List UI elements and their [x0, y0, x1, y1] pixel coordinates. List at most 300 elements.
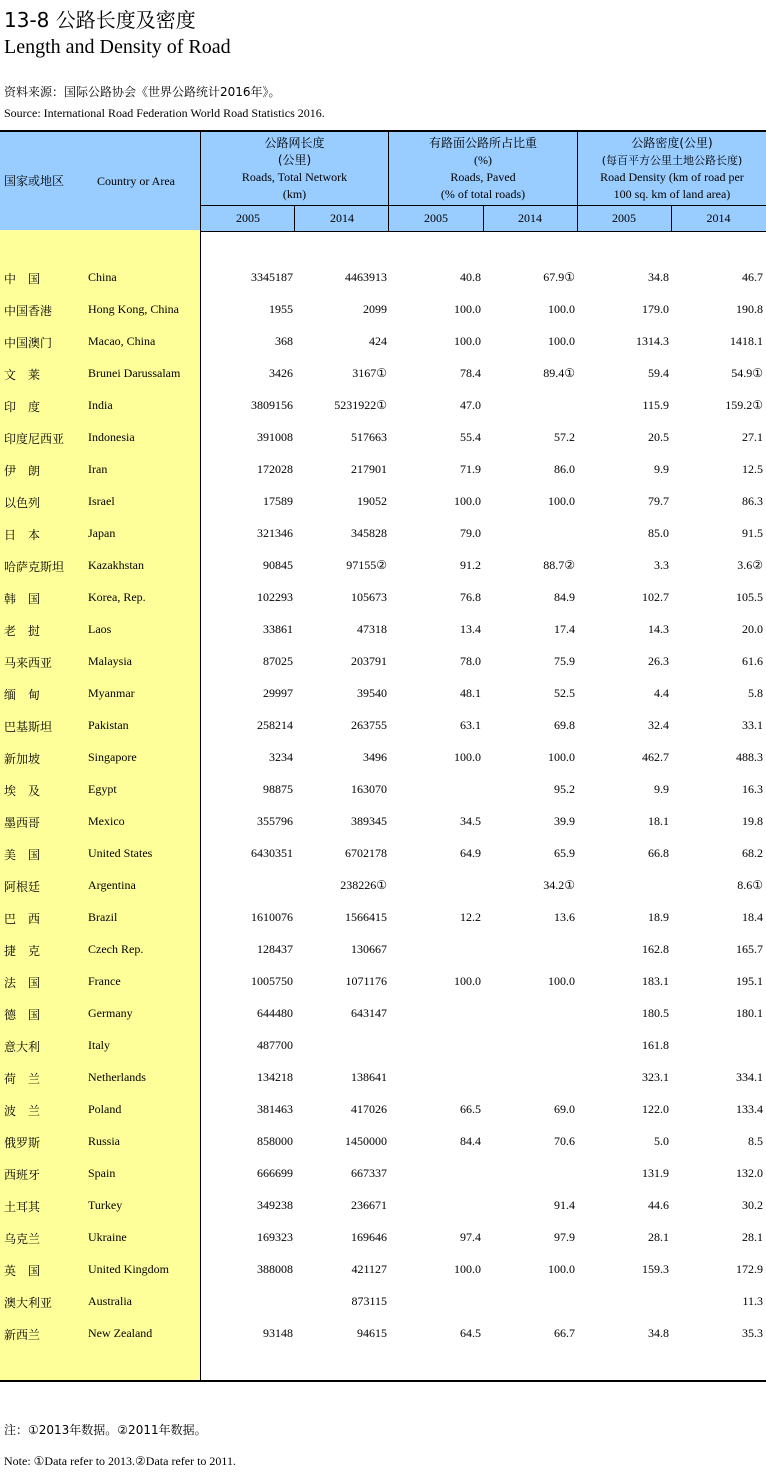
- value-cell: 91.5: [742, 526, 763, 540]
- table-row: [0, 334, 766, 354]
- value-cell: 34.5: [460, 814, 481, 828]
- year-2014-paved: 2014: [518, 211, 542, 225]
- value-cell: 183.1: [642, 974, 669, 988]
- value-cell: 75.9: [554, 654, 575, 668]
- value-cell: 217901: [351, 462, 387, 476]
- value-cell: 424: [369, 334, 387, 348]
- country-name-en: Iran: [88, 462, 108, 476]
- value-cell: 391008: [257, 430, 293, 444]
- value-cell: 190.8: [736, 302, 763, 316]
- value-cell: 138641: [351, 1070, 387, 1084]
- table-row: [0, 430, 766, 450]
- value-cell: 8.6①: [737, 878, 763, 892]
- value-cell: 69.0: [554, 1102, 575, 1116]
- value-cell: 59.4: [648, 366, 669, 380]
- value-cell: 66.8: [648, 846, 669, 860]
- country-name-en: New Zealand: [88, 1326, 153, 1340]
- country-name-en: Brunei Darussalam: [88, 366, 181, 380]
- value-cell: 180.1: [736, 1006, 763, 1020]
- table-row: [0, 1326, 766, 1346]
- country-name-cn: 中 国: [4, 272, 41, 286]
- value-cell: 46.7: [742, 270, 763, 284]
- country-name-en: India: [88, 398, 113, 412]
- value-cell: 97.4: [460, 1230, 481, 1244]
- value-cell: 17.4: [554, 622, 575, 636]
- table-row: [0, 1134, 766, 1154]
- table-row: [0, 974, 766, 994]
- table-row: [0, 398, 766, 418]
- value-cell: 54.9①: [731, 366, 763, 380]
- country-name-en: Netherlands: [88, 1070, 146, 1084]
- value-cell: 79.7: [648, 494, 669, 508]
- value-cell: 236671: [351, 1198, 387, 1212]
- value-cell: 18.1: [648, 814, 669, 828]
- country-name-cn: 法 国: [4, 976, 41, 990]
- table-row: [0, 878, 766, 898]
- value-cell: 102.7: [642, 590, 669, 604]
- note-en: Note: ①Data refer to 2013.②Data refer to 2011.: [4, 1454, 236, 1468]
- value-cell: 263755: [351, 718, 387, 732]
- country-name-cn: 阿根廷: [4, 880, 41, 894]
- country-name-cn: 美 国: [4, 848, 41, 862]
- value-cell: 12.2: [460, 910, 481, 924]
- country-name-en: Australia: [88, 1294, 132, 1308]
- country-name-en: United Kingdom: [88, 1262, 169, 1276]
- header-length-en: Roads, Total Network: [241, 170, 348, 184]
- country-name-en: Kazakhstan: [88, 558, 144, 572]
- header-length-unit-cn: (公里): [277, 153, 312, 167]
- country-name-cn: 乌克兰: [4, 1232, 41, 1246]
- value-cell: 159.2①: [725, 398, 763, 412]
- value-cell: 28.1: [742, 1230, 763, 1244]
- country-name-cn: 意大利: [4, 1040, 41, 1054]
- country-name-en: Israel: [88, 494, 115, 508]
- value-cell: 128437: [257, 942, 293, 956]
- value-cell: 94615: [357, 1326, 387, 1340]
- value-cell: 132.0: [736, 1166, 763, 1180]
- value-cell: 47318: [357, 622, 387, 636]
- value-cell: 858000: [257, 1134, 293, 1148]
- country-name-cn: 新西兰: [4, 1328, 41, 1342]
- value-cell: 162.8: [642, 942, 669, 956]
- year-2005-paved: 2005: [424, 211, 448, 225]
- value-cell: 8.5: [748, 1134, 763, 1148]
- year-2005-density: 2005: [612, 211, 636, 225]
- value-cell: 100.0: [454, 302, 481, 316]
- country-name-en: Pakistan: [88, 718, 129, 732]
- country-name-en: Indonesia: [88, 430, 135, 444]
- country-name-cn: 中国香港: [4, 304, 53, 318]
- divider: [577, 132, 578, 231]
- country-name-cn: 印度尼西亚: [4, 432, 65, 446]
- divider: [200, 132, 201, 231]
- divider: [671, 205, 672, 231]
- table-row: [0, 1198, 766, 1218]
- value-cell: 76.8: [460, 590, 481, 604]
- value-cell: 3167①: [352, 366, 387, 380]
- country-name-cn: 捷 克: [4, 944, 41, 958]
- country-name-cn: 以色列: [4, 496, 41, 510]
- table-row: [0, 526, 766, 546]
- country-name-en: Germany: [88, 1006, 133, 1020]
- value-cell: 93148: [263, 1326, 293, 1340]
- value-cell: 20.5: [648, 430, 669, 444]
- header-density-desc-cn: (每百平方公里土地公路长度): [601, 154, 743, 167]
- value-cell: 487700: [257, 1038, 293, 1052]
- country-name-cn: 印 度: [4, 400, 41, 414]
- table-row: [0, 718, 766, 738]
- value-cell: 35.3: [742, 1326, 763, 1340]
- value-cell: 1566415: [345, 910, 387, 924]
- value-cell: 3809156: [251, 398, 293, 412]
- value-cell: 1005750: [251, 974, 293, 988]
- value-cell: 100.0: [548, 302, 575, 316]
- value-cell: 89.4①: [543, 366, 575, 380]
- header-paved-cn: 有路面公路所占比重: [428, 136, 537, 150]
- value-cell: 105673: [351, 590, 387, 604]
- country-name-cn: 墨西哥: [4, 816, 41, 830]
- divider: [294, 205, 295, 231]
- value-cell: 11.3: [742, 1294, 763, 1308]
- country-name-en: Ukraine: [88, 1230, 127, 1244]
- table-row: [0, 750, 766, 770]
- value-cell: 40.8: [460, 270, 481, 284]
- value-cell: 462.7: [642, 750, 669, 764]
- table-row: [0, 270, 766, 290]
- country-name-cn: 韩 国: [4, 592, 41, 606]
- value-cell: 44.6: [648, 1198, 669, 1212]
- value-cell: 203791: [351, 654, 387, 668]
- table-row: [0, 462, 766, 482]
- value-cell: 323.1: [642, 1070, 669, 1084]
- country-name-cn: 英 国: [4, 1264, 41, 1278]
- value-cell: 368: [275, 334, 293, 348]
- year-2005-length: 2005: [236, 211, 260, 225]
- value-cell: 105.5: [736, 590, 763, 604]
- value-cell: 5.0: [654, 1134, 669, 1148]
- value-cell: 4.4: [654, 686, 669, 700]
- value-cell: 165.7: [736, 942, 763, 956]
- value-cell: 12.5: [742, 462, 763, 476]
- value-cell: 90845: [263, 558, 293, 572]
- value-cell: 17589: [263, 494, 293, 508]
- country-name-en: China: [88, 270, 117, 284]
- value-cell: 71.9: [460, 462, 481, 476]
- value-cell: 3426: [269, 366, 293, 380]
- value-cell: 68.2: [742, 846, 763, 860]
- value-cell: 33.1: [742, 718, 763, 732]
- country-name-cn: 澳大利亚: [4, 1296, 53, 1310]
- value-cell: 13.6: [554, 910, 575, 924]
- table-row: [0, 558, 766, 578]
- value-cell: 18.9: [648, 910, 669, 924]
- value-cell: 666699: [257, 1166, 293, 1180]
- country-name-en: Czech Rep.: [88, 942, 144, 956]
- value-cell: 643147: [351, 1006, 387, 1020]
- value-cell: 100.0: [548, 1262, 575, 1276]
- page-title-en: Length and Density of Road: [4, 36, 231, 58]
- country-name-en: Japan: [88, 526, 116, 540]
- value-cell: 19052: [357, 494, 387, 508]
- divider: [483, 205, 484, 231]
- value-cell: 389345: [351, 814, 387, 828]
- value-cell: 85.0: [648, 526, 669, 540]
- value-cell: 66.7: [554, 1326, 575, 1340]
- value-cell: 1418.1: [730, 334, 763, 348]
- value-cell: 97155②: [346, 558, 387, 572]
- value-cell: 100.0: [548, 494, 575, 508]
- value-cell: 55.4: [460, 430, 481, 444]
- value-cell: 78.4: [460, 366, 481, 380]
- value-cell: 381463: [257, 1102, 293, 1116]
- value-cell: 644480: [257, 1006, 293, 1020]
- value-cell: 91.2: [460, 558, 481, 572]
- country-name-cn: 文 莱: [4, 368, 41, 382]
- header-group-density: [578, 135, 766, 203]
- country-name-cn: 俄罗斯: [4, 1136, 41, 1150]
- value-cell: 91.4: [554, 1198, 575, 1212]
- source-cn: 资料来源：国际公路协会《世界公路统计2016年》。: [4, 85, 281, 99]
- country-name-en: Macao, China: [88, 334, 156, 348]
- value-cell: 27.1: [742, 430, 763, 444]
- value-cell: 57.2: [554, 430, 575, 444]
- table-header: [0, 130, 766, 232]
- value-cell: 79.0: [460, 526, 481, 540]
- value-cell: 98875: [263, 782, 293, 796]
- value-cell: 100.0: [454, 494, 481, 508]
- value-cell: 3234: [269, 750, 293, 764]
- value-cell: 238226①: [340, 878, 387, 892]
- country-name-cn: 巴 西: [4, 912, 41, 926]
- value-cell: 133.4: [736, 1102, 763, 1116]
- value-cell: 388008: [257, 1262, 293, 1276]
- country-name-en: Malaysia: [88, 654, 132, 668]
- value-cell: 18.4: [742, 910, 763, 924]
- value-cell: 5231922①: [334, 398, 387, 412]
- country-name-en: Brazil: [88, 910, 118, 924]
- country-name-cn: 德 国: [4, 1008, 41, 1022]
- country-name-cn: 缅 甸: [4, 688, 41, 702]
- table-row: [0, 846, 766, 866]
- value-cell: 169323: [257, 1230, 293, 1244]
- country-name-en: Laos: [88, 622, 112, 636]
- country-name-cn: 中国澳门: [4, 336, 53, 350]
- header-country-en: Country or Area: [97, 174, 175, 188]
- value-cell: 32.4: [648, 718, 669, 732]
- value-cell: 3345187: [251, 270, 293, 284]
- value-cell: 1071176: [345, 974, 387, 988]
- country-name-cn: 土耳其: [4, 1200, 41, 1214]
- note-cn: 注：①2013年数据。②2011年数据。: [4, 1423, 207, 1437]
- value-cell: 69.8: [554, 718, 575, 732]
- value-cell: 2099: [363, 302, 387, 316]
- value-cell: 3496: [363, 750, 387, 764]
- value-cell: 179.0: [642, 302, 669, 316]
- value-cell: 28.1: [648, 1230, 669, 1244]
- value-cell: 100.0: [454, 334, 481, 348]
- value-cell: 321346: [257, 526, 293, 540]
- value-cell: 100.0: [454, 750, 481, 764]
- country-name-cn: 荷 兰: [4, 1072, 41, 1086]
- value-cell: 100.0: [454, 974, 481, 988]
- value-cell: 5.8: [748, 686, 763, 700]
- value-cell: 134218: [257, 1070, 293, 1084]
- table-row: [0, 302, 766, 322]
- country-name-cn: 哈萨克斯坦: [4, 560, 65, 574]
- value-cell: 16.3: [742, 782, 763, 796]
- year-2014-density: 2014: [706, 211, 731, 225]
- country-name-en: United States: [88, 846, 153, 860]
- value-cell: 345828: [351, 526, 387, 540]
- country-name-cn: 埃 及: [4, 784, 41, 798]
- country-name-en: Singapore: [88, 750, 137, 764]
- value-cell: 180.5: [642, 1006, 669, 1020]
- table-bottom-rule: [0, 1380, 766, 1382]
- value-cell: 1450000: [345, 1134, 387, 1148]
- country-name-cn: 马来西亚: [4, 656, 53, 670]
- value-cell: 130667: [351, 942, 387, 956]
- value-cell: 667337: [351, 1166, 387, 1180]
- value-cell: 84.4: [460, 1134, 481, 1148]
- value-cell: 159.3: [642, 1262, 669, 1276]
- header-length-cn: 公路网长度: [264, 136, 325, 150]
- value-cell: 14.3: [648, 622, 669, 636]
- country-name-en: France: [88, 974, 121, 988]
- country-name-cn: 波 兰: [4, 1104, 41, 1118]
- country-name-en: Italy: [88, 1038, 110, 1052]
- value-cell: 6430351: [251, 846, 293, 860]
- table-row: [0, 814, 766, 834]
- value-cell: 258214: [257, 718, 293, 732]
- header-paved-en: Roads, Paved: [450, 170, 516, 184]
- source-en: Source: International Road Federation World Road Statistics 2016.: [4, 106, 325, 120]
- value-cell: 355796: [257, 814, 293, 828]
- value-cell: 84.9: [554, 590, 575, 604]
- country-name-en: Spain: [88, 1166, 116, 1180]
- value-cell: 421127: [351, 1262, 387, 1276]
- table-row: [0, 494, 766, 514]
- country-name-en: Poland: [88, 1102, 122, 1116]
- country-name-cn: 巴基斯坦: [4, 720, 53, 734]
- value-cell: 20.0: [742, 622, 763, 636]
- value-cell: 334.1: [736, 1070, 763, 1084]
- value-cell: 63.1: [460, 718, 481, 732]
- value-cell: 64.5: [460, 1326, 481, 1340]
- value-cell: 87025: [263, 654, 293, 668]
- value-cell: 52.5: [554, 686, 575, 700]
- value-cell: 349238: [257, 1198, 293, 1212]
- value-cell: 39.9: [554, 814, 575, 828]
- country-name-en: Mexico: [88, 814, 125, 828]
- value-cell: 3.3: [654, 558, 669, 572]
- country-name-en: Argentina: [88, 878, 136, 892]
- value-cell: 1610076: [251, 910, 293, 924]
- value-cell: 195.1: [736, 974, 763, 988]
- table-row: [0, 1070, 766, 1090]
- table-row: [0, 782, 766, 802]
- value-cell: 100.0: [548, 750, 575, 764]
- table-row: [0, 1038, 766, 1058]
- value-cell: 86.0: [554, 462, 575, 476]
- country-name-en: Hong Kong, China: [88, 302, 179, 316]
- header-group-length: [201, 135, 388, 203]
- table-row: [0, 686, 766, 706]
- value-cell: 102293: [257, 590, 293, 604]
- value-cell: 34.8: [648, 1326, 669, 1340]
- table-row: [0, 590, 766, 610]
- value-cell: 9.9: [654, 462, 669, 476]
- country-name-en: Egypt: [88, 782, 117, 796]
- header-density-en: Road Density (km of road per: [600, 170, 744, 184]
- value-cell: 34.8: [648, 270, 669, 284]
- country-name-cn: 老 挝: [4, 624, 41, 638]
- value-cell: 65.9: [554, 846, 575, 860]
- value-cell: 66.5: [460, 1102, 481, 1116]
- table-row: [0, 1102, 766, 1122]
- value-cell: 13.4: [460, 622, 481, 636]
- country-name-en: Turkey: [88, 1198, 123, 1212]
- country-name-cn: 日 本: [4, 528, 41, 542]
- value-cell: 97.9: [554, 1230, 575, 1244]
- value-cell: 6702178: [345, 846, 387, 860]
- value-cell: 88.7②: [543, 558, 575, 572]
- table-row: [0, 1006, 766, 1026]
- value-cell: 100.0: [454, 1262, 481, 1276]
- value-cell: 100.0: [548, 334, 575, 348]
- value-cell: 417026: [351, 1102, 387, 1116]
- header-group-paved: [389, 135, 577, 203]
- table-row: [0, 654, 766, 674]
- value-cell: 34.2①: [543, 878, 575, 892]
- value-cell: 169646: [351, 1230, 387, 1244]
- header-paved-unit: (%): [474, 153, 492, 167]
- value-cell: 1314.3: [636, 334, 669, 348]
- value-cell: 30.2: [742, 1198, 763, 1212]
- value-cell: 172028: [257, 462, 293, 476]
- table-row: [0, 1294, 766, 1314]
- value-cell: 488.3: [736, 750, 763, 764]
- value-cell: 161.8: [642, 1038, 669, 1052]
- table-row: [0, 910, 766, 930]
- value-cell: 70.6: [554, 1134, 575, 1148]
- page-title-cn: 13-8 公路长度及密度: [4, 8, 196, 32]
- value-cell: 163070: [351, 782, 387, 796]
- header-country-cn: 国家或地区: [4, 174, 65, 188]
- country-name-cn: 新加坡: [4, 752, 41, 766]
- value-cell: 67.9①: [543, 270, 575, 284]
- value-cell: 122.0: [642, 1102, 669, 1116]
- value-cell: 9.9: [654, 782, 669, 796]
- value-cell: 61.6: [742, 654, 763, 668]
- header-density-en-2: 100 sq. km of land area): [613, 187, 731, 201]
- value-cell: 26.3: [648, 654, 669, 668]
- value-cell: 64.9: [460, 846, 481, 860]
- value-cell: 47.0: [460, 398, 481, 412]
- country-name-cn: 西班牙: [4, 1168, 41, 1182]
- value-cell: 48.1: [460, 686, 481, 700]
- value-cell: 3.6②: [737, 558, 763, 572]
- value-cell: 19.8: [742, 814, 763, 828]
- value-cell: 172.9: [736, 1262, 763, 1276]
- value-cell: 39540: [357, 686, 387, 700]
- table-row: [0, 942, 766, 962]
- value-cell: 95.2: [554, 782, 575, 796]
- country-name-en: Korea, Rep.: [88, 590, 146, 604]
- table-row: [0, 622, 766, 642]
- country-name-cn: 伊 朗: [4, 464, 41, 478]
- divider: [388, 132, 389, 231]
- header-density-cn: 公路密度(公里): [631, 136, 713, 150]
